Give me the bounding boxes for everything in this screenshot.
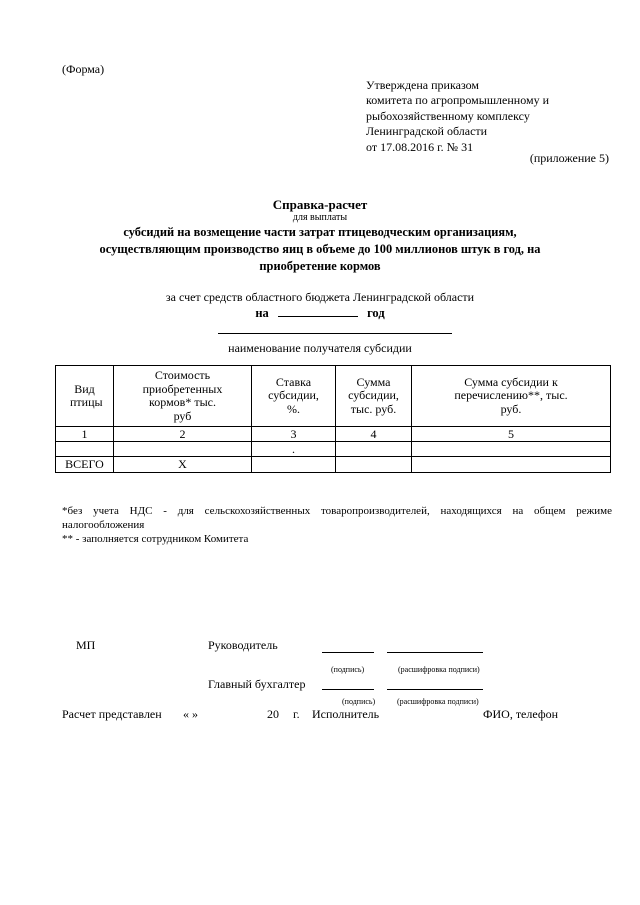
date-quotes: « » (183, 707, 198, 721)
signature-hint: (подпись) (342, 697, 376, 706)
table-header-row (56, 366, 611, 427)
year-prefix: 20 (267, 707, 279, 721)
signature-hint: (подпись) (331, 665, 365, 674)
total-feed-cost: X (114, 457, 252, 473)
header-feed-cost: Стоимость приобретенных кормов* тыс. руб (114, 366, 252, 427)
period-line (0, 306, 640, 321)
header-rate: Ставка субсидии, %. (252, 366, 336, 427)
table-row (56, 442, 611, 457)
approval-line: комитета по агропромышленному и (366, 93, 549, 108)
table-number-row (56, 427, 611, 442)
year-suffix: г. (293, 707, 300, 721)
stamp-label: МП (76, 638, 96, 652)
executor-label: Исполнитель (312, 707, 380, 721)
table-cell[interactable] (412, 442, 611, 457)
fio-phone-label: ФИО, телефон (483, 707, 559, 721)
approval-line: от 17.08.2016 г. № 31 (366, 139, 474, 154)
document-subtitle: для выплаты (292, 212, 348, 223)
period-suffix: год (367, 306, 385, 320)
calculation-table (55, 365, 611, 473)
chief-accountant-label: Главный бухгалтер (208, 677, 306, 691)
purpose-line: осуществляющим производство яиц в объеме до 100 миллионов штук в год, на (99, 242, 541, 256)
table-cell[interactable] (336, 442, 412, 457)
footnotes (62, 504, 612, 546)
submitted-label: Расчет представлен (62, 707, 162, 721)
decode-hint: (расшифровка подписи) (397, 697, 479, 706)
head-signature-line[interactable] (322, 652, 374, 653)
table-cell: 3 (252, 427, 336, 442)
footnote-vat: *без учета НДС - для сельскохозяйственных товаропроизводителей, находящихся на общем режиме налогообложения (62, 505, 612, 531)
purpose-text (0, 224, 640, 275)
purpose-line: субсидий на возмещение части затрат птицеводческим организациям, (123, 225, 517, 239)
recipient-blank-field[interactable] (218, 333, 452, 334)
approval-line: Ленинградской области (366, 124, 488, 139)
footnote-committee: ** - заполняется сотрудником Комитета (62, 533, 249, 545)
approval-line: рыбохозяйственному комплексу (366, 108, 530, 123)
year-blank-field[interactable] (278, 306, 358, 317)
purpose-line: приобретение кормов (259, 259, 381, 273)
header-transfer-sum: Сумма субсидии к перечислению**, тыс. руб. (412, 366, 611, 427)
table-cell: 4 (336, 427, 412, 442)
accountant-name-line[interactable] (387, 689, 483, 690)
table-cell: 5 (412, 427, 611, 442)
head-name-line[interactable] (387, 652, 483, 653)
table-cell[interactable] (412, 457, 611, 473)
table-cell[interactable] (336, 457, 412, 473)
table-cell[interactable] (114, 442, 252, 457)
decode-hint: (расшифровка подписи) (398, 665, 480, 674)
head-label: Руководитель (208, 638, 278, 652)
table-cell[interactable]: . (252, 442, 336, 457)
header-bird-type: Вид птицы (56, 366, 114, 427)
table-cell: 1 (56, 427, 114, 442)
approval-line: Утверждена приказом (366, 78, 479, 92)
period-prefix: на (255, 306, 269, 320)
appendix-label: (приложение 5) (529, 151, 609, 165)
table-total-row (56, 457, 611, 473)
table-cell[interactable] (56, 442, 114, 457)
table-cell: 2 (114, 427, 252, 442)
table-cell[interactable] (252, 457, 336, 473)
document-title: Справка-расчет (272, 197, 368, 212)
accountant-signature-line[interactable] (322, 689, 374, 690)
total-label: ВСЕГО (56, 457, 114, 473)
budget-source: за счет средств областного бюджета Ленинградской области (165, 290, 475, 304)
header-subsidy-sum: Сумма субсидии, тыс. руб. (336, 366, 412, 427)
approval-block (366, 78, 549, 155)
form-label: (Форма) (62, 62, 105, 76)
recipient-label: наименование получателя субсидии (228, 341, 412, 355)
